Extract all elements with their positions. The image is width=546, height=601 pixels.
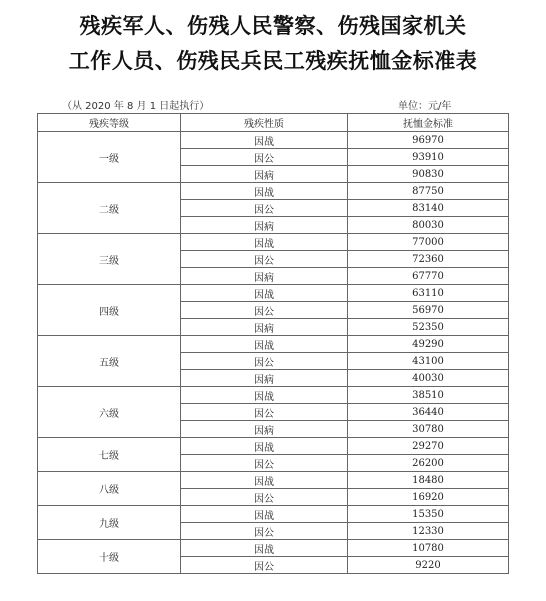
nature-cell: 因病	[181, 319, 348, 336]
grade-cell: 一级	[38, 132, 181, 183]
pension-amount-cell: 9220	[348, 557, 509, 574]
pension-standard-table	[37, 113, 509, 574]
pension-amount-cell: 80030	[348, 217, 509, 234]
nature-cell: 因战	[181, 438, 348, 455]
nature-cell: 因病	[181, 370, 348, 387]
pension-amount-cell: 30780	[348, 421, 509, 438]
nature-cell: 因战	[181, 285, 348, 302]
pension-amount-cell: 36440	[348, 404, 509, 421]
nature-cell: 因公	[181, 557, 348, 574]
nature-cell: 因战	[181, 183, 348, 200]
pension-amount-cell: 93910	[348, 149, 509, 166]
table-row	[38, 438, 509, 455]
grade-cell: 六级	[38, 387, 181, 438]
table-row	[38, 540, 509, 557]
pension-amount-cell: 10780	[348, 540, 509, 557]
table-row	[38, 285, 509, 302]
nature-cell: 因公	[181, 523, 348, 540]
nature-cell: 因公	[181, 251, 348, 268]
header-row	[38, 114, 509, 132]
header-pension-standard: 抚恤金标准	[348, 114, 509, 132]
nature-cell: 因公	[181, 353, 348, 370]
table-row	[38, 132, 509, 149]
grade-cell: 七级	[38, 438, 181, 472]
nature-cell: 因公	[181, 404, 348, 421]
nature-cell: 因病	[181, 217, 348, 234]
grade-cell: 四级	[38, 285, 181, 336]
table-row	[38, 336, 509, 353]
grade-cell: 五级	[38, 336, 181, 387]
pension-amount-cell: 15350	[348, 506, 509, 523]
nature-cell: 因战	[181, 336, 348, 353]
grade-cell: 九级	[38, 506, 181, 540]
pension-amount-cell: 87750	[348, 183, 509, 200]
pension-amount-cell: 49290	[348, 336, 509, 353]
table-header	[38, 114, 509, 132]
pension-amount-cell: 96970	[348, 132, 509, 149]
grade-cell: 二级	[38, 183, 181, 234]
unit-note: 单位：元/年	[398, 101, 452, 112]
nature-cell: 因公	[181, 200, 348, 217]
grade-cell: 十级	[38, 540, 181, 574]
title-line-1: 残疾军人、伤残人民警察、伤残国家机关	[79, 14, 467, 38]
grade-cell: 八级	[38, 472, 181, 506]
table-body	[38, 132, 509, 574]
table-row	[38, 234, 509, 251]
pension-amount-cell: 43100	[348, 353, 509, 370]
pension-amount-cell: 63110	[348, 285, 509, 302]
pension-amount-cell: 67770	[348, 268, 509, 285]
pension-amount-cell: 77000	[348, 234, 509, 251]
title-line-2: 工作人员、伤残民兵民工残疾抚恤金标准表	[68, 49, 478, 73]
pension-amount-cell: 56970	[348, 302, 509, 319]
nature-cell: 因公	[181, 455, 348, 472]
nature-cell: 因病	[181, 421, 348, 438]
nature-cell: 因公	[181, 489, 348, 506]
nature-cell: 因战	[181, 387, 348, 404]
nature-cell: 因战	[181, 506, 348, 523]
nature-cell: 因病	[181, 268, 348, 285]
nature-cell: 因战	[181, 132, 348, 149]
table-row	[38, 183, 509, 200]
pension-amount-cell: 38510	[348, 387, 509, 404]
pension-amount-cell: 83140	[348, 200, 509, 217]
pension-amount-cell: 18480	[348, 472, 509, 489]
nature-cell: 因战	[181, 472, 348, 489]
grade-cell: 三级	[38, 234, 181, 285]
nature-cell: 因公	[181, 302, 348, 319]
pension-amount-cell: 26200	[348, 455, 509, 472]
effective-date-note: （从 2020 年 8 月 1 日起执行）	[62, 101, 210, 112]
table-row	[38, 506, 509, 523]
header-disability-nature: 残疾性质	[181, 114, 348, 132]
table-row	[38, 387, 509, 404]
header-disability-grade: 残疾等级	[38, 114, 181, 132]
nature-cell: 因公	[181, 149, 348, 166]
nature-cell: 因战	[181, 234, 348, 251]
pension-amount-cell: 90830	[348, 166, 509, 183]
nature-cell: 因战	[181, 540, 348, 557]
pension-amount-cell: 16920	[348, 489, 509, 506]
pension-amount-cell: 29270	[348, 438, 509, 455]
table-row	[38, 472, 509, 489]
pension-amount-cell: 40030	[348, 370, 509, 387]
pension-amount-cell: 52350	[348, 319, 509, 336]
pension-amount-cell: 72360	[348, 251, 509, 268]
nature-cell: 因病	[181, 166, 348, 183]
pension-amount-cell: 12330	[348, 523, 509, 540]
